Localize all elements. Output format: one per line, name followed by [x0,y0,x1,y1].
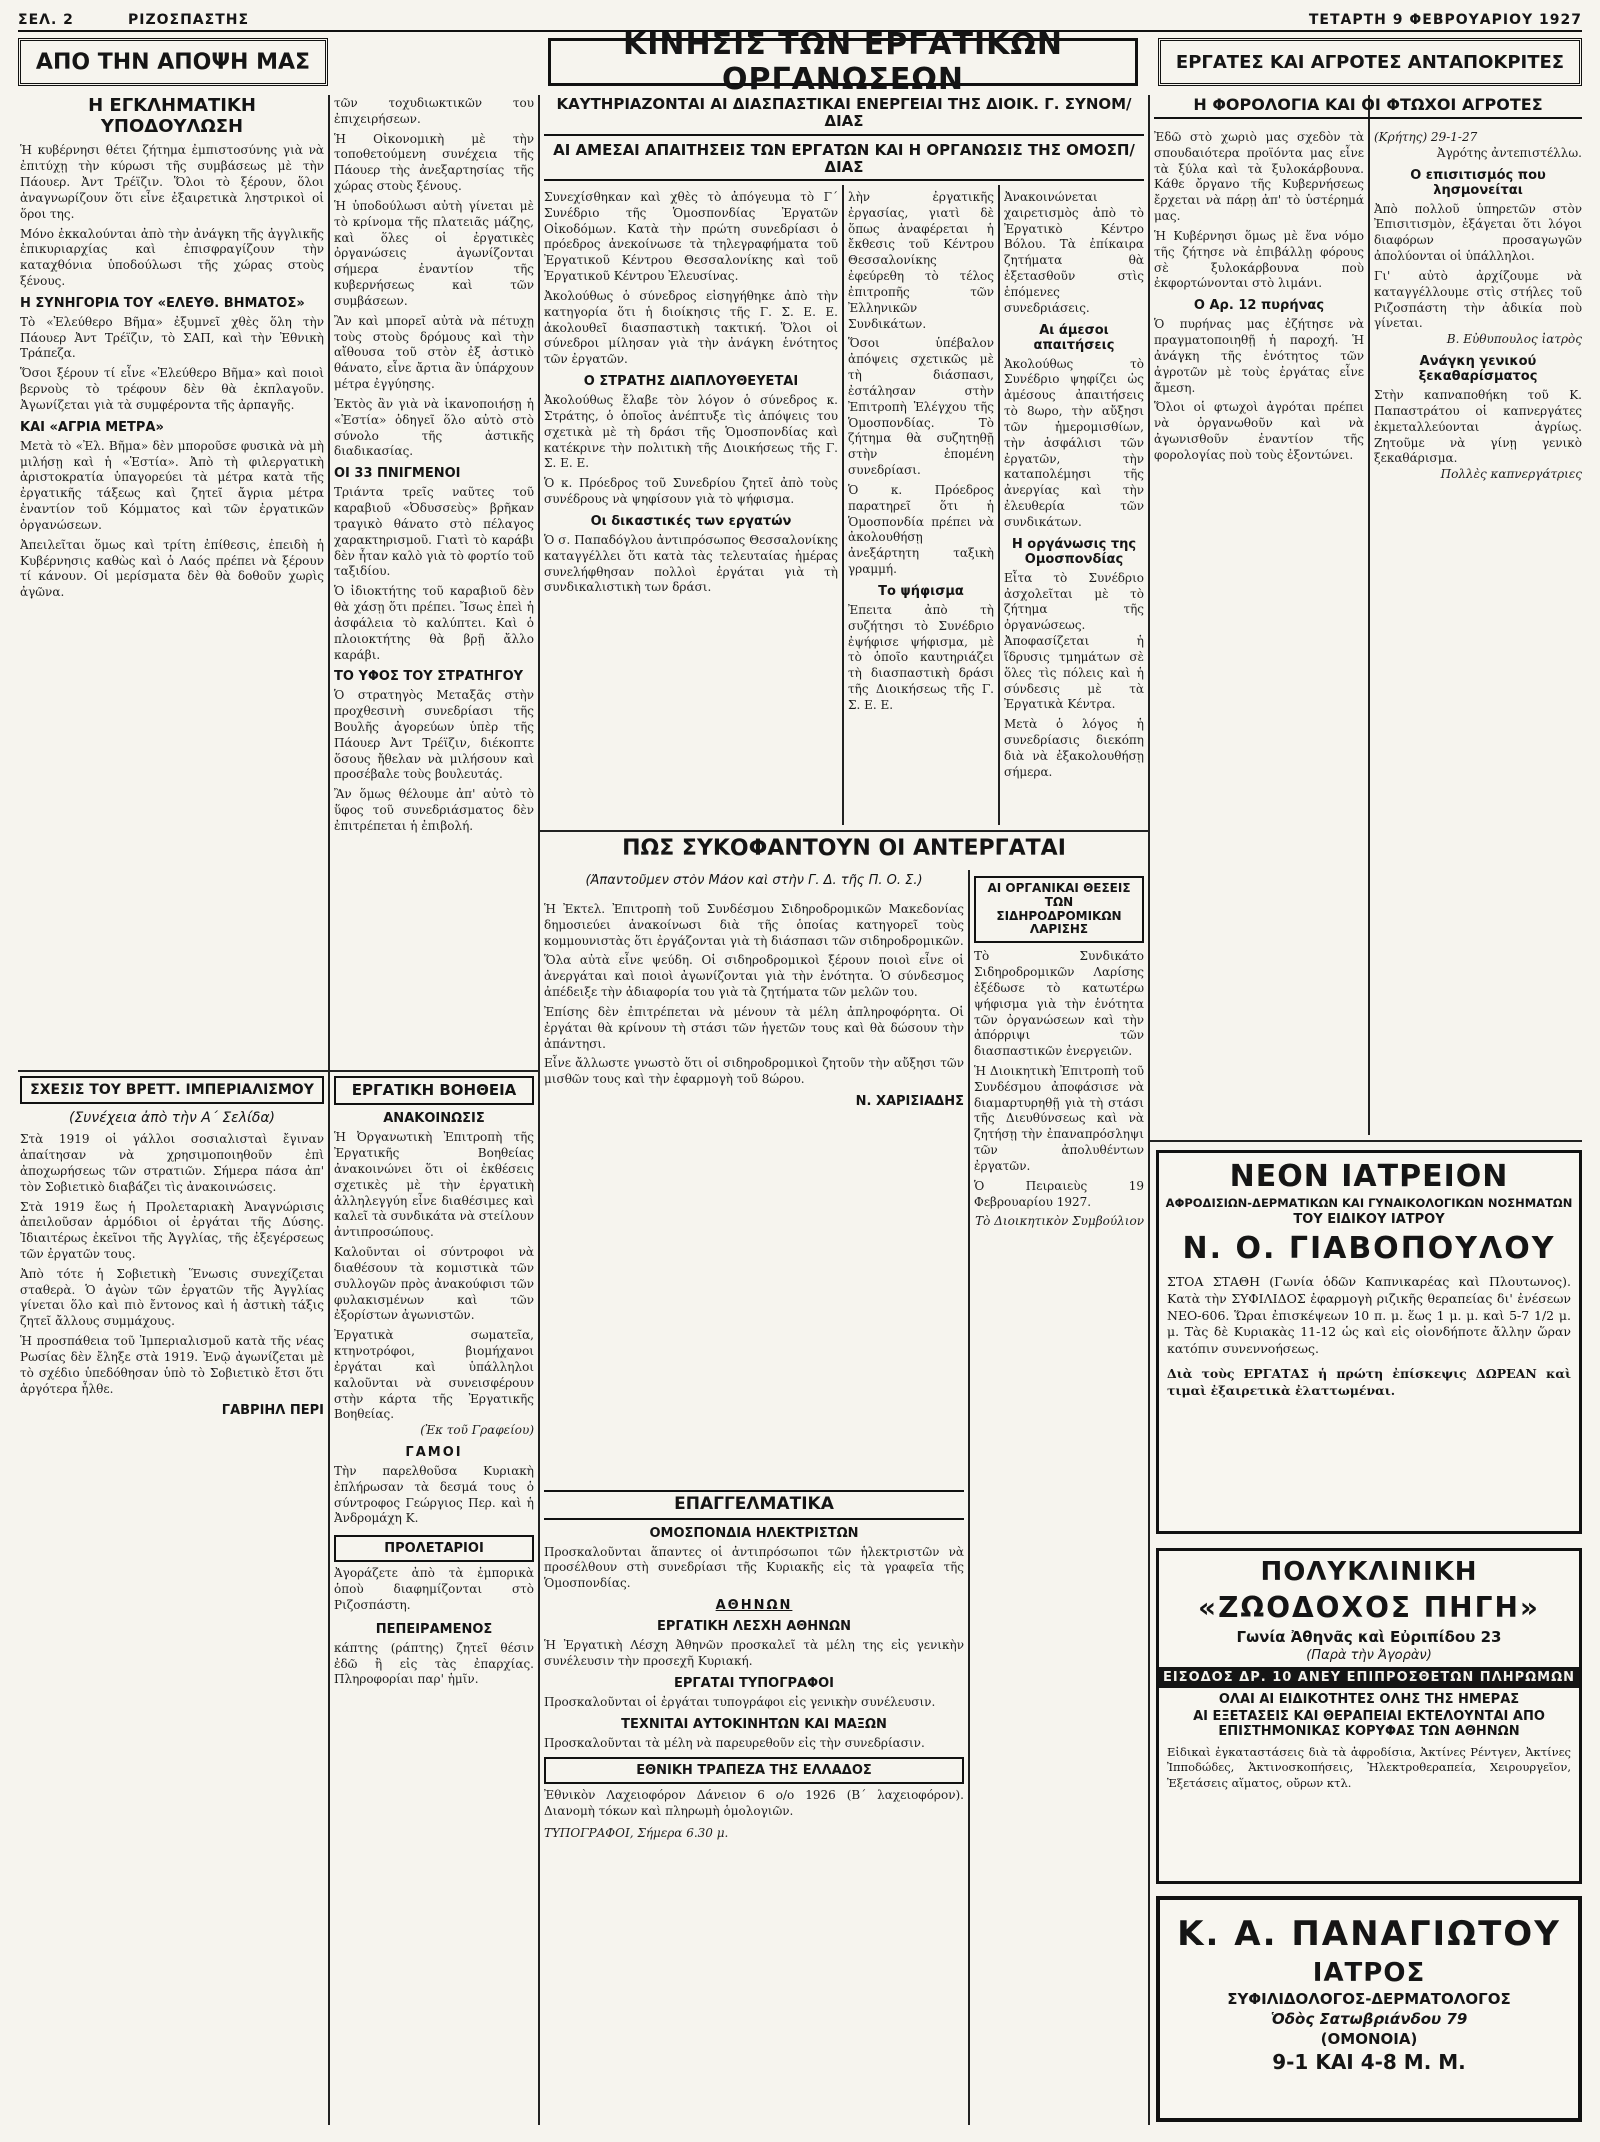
column-rule [538,95,540,2125]
article-paragraph: Τὸ «Ἐλεύθερο Βῆμα» ἐξυμνεῖ χθὲς ὅλη τὴν Πάουερ Ἀντ Τρέϊζιν, τὸ ΣΑΠ, καὶ τὴν Ἐθνικὴ Τράπεζα. [20,314,324,361]
column-rule [328,95,330,2125]
column-rule [842,185,844,825]
article-subheading: ΑΘΗΝΩΝ [715,1598,793,1614]
article-paragraph: Εἶτα τὸ Συνέδριο ἀσχολεῖται μὲ τὸ ζήτημα τῆς ὀργανώσεως. Ἀποφασίζεται ἡ ἵδρυσις τμημάτων σὲ ὅλες τὶς πόλεις καὶ ἡ σύνδεσις μὲ τὰ Ἐργατικὰ Κέντρα. [1004,570,1144,712]
article-paragraph: τῶν τοχυδιωκτικῶν του ἐπιχειρήσεων. [334,96,534,126]
article-paragraph: Μετὰ τὸ «Ἐλ. Βῆμα» δὲν μποροῦσε φυσικὰ νὰ μὴ μιλήσῃ καὶ ἡ «Ἑστία». Ἀπὸ τὴ φιλεργατικὴ ἀριστοκρατία ὑπαγορεύει τὰ μέτρα κατὰ τῆς ἐργατικῆς τάξεως καὶ ζητεῖ ἄγρια μέτρα ἐναντίον τοῦ Κόμματος καὶ τῶν ἐργατικῶν ὀργανώσεων. [20,438,324,532]
headline-line-1: ΚΑΥΤΗΡΙΑΖΟΝΤΑΙ ΑΙ ΔΙΑΣΠΑΣΤΙΚΑΙ ΕΝΕΡΓΕΙΑΙ ΤΗΣ ΔΙΟΙΚ. Γ. ΣΥΝΟΜ/ΔΙΑΣ [544,96,1144,136]
article-paragraph: Ἀπειλεῖται ὅμως καὶ τρίτη ἐπίθεσις, ἐπειδὴ ἡ Κυβέρνησις καθὼς καὶ ὁ Λαός πρέπει νὰ ξέρουν τί κάνουν. Οἱ μερίσματα δὲν θὰ δοθοῦν χωρὶς ἀγῶνα. [20,537,324,600]
ad-line: ΑΦΡΟΔΙΣΙΩΝ-ΔΕΡΜΑΤΙΚΩΝ ΚΑΙ ΓΥΝΑΙΚΟΛΟΓΙΚΩΝ ΝΟΣΗΜΑΤΩΝ [1165,1196,1573,1210]
article-subheading: Αι άμεσοι απαιτήσεις [1033,322,1115,353]
article-subheading: ΠΡΟΛΕΤΑΡΙΟΙ [334,1535,534,1562]
article-subheading: Το ψήφισμα [878,583,964,599]
article-paragraph: Προσκαλοῦνται ἅπαντες οἱ ἀντιπρόσωποι τῶν ἡλεκτριστῶν νὰ προσέλθουν στὴ συνεδρίασι τῆς Κυριακῆς εἰς τὰ γραφεῖα τῆς Ὁμοσπονδίας. [544,1544,964,1591]
article-subheading: ΤΟ ΥΦΟΣ ΤΟΥ ΣΤΡΑΤΗΓΟΥ [334,669,524,685]
slander-headline [544,836,1144,876]
article-paragraph: Προσκαλοῦνται οἱ ἐργάται τυπογράφοι εἰς γενικὴν συνέλευσιν. [544,1694,936,1709]
article-paragraph: Ὁ στρατηγὸς Μεταξᾶς στὴν προχθεσινὴ συνεδρίασι τῆς Βουλῆς ἀγορεύων ὑπὲρ τῆς Πάουερ Ἀντ Τρέϊζιν, διέκοπτε ὅσους ἤθελαν νὰ μιλήσουν καὶ προσέβαλε τοὺς βουλευτάς. [334,688,534,782]
paper-name: ΡΙΖΟΣΠΑΣΤΗΣ [128,12,250,28]
article-paragraph: Ἡ Διοικητικὴ Ἐπιτροπὴ τοῦ Συνδέσμου ἀποφάσισε νὰ διαμαρτυρηθῇ γιὰ τὴ στάσι τῆς Διευθύνσεως καὶ νὰ ζητήσῃ τὴν ἐπαναπρόσληψι τῶν ἀπολυθέντων ἐργατῶν. [974,1063,1144,1173]
article-paragraph: Ὁ κ. Πρόεδρος παρατηρεῖ ὅτι ἡ Ὁμοσπονδία πρέπει νὰ ἀκολουθήσῃ ἀνεξάρτητη ταξικὴ γραμμή. [848,482,994,577]
headline-line-2: ΑΙ ΑΜΕΣΑΙ ΑΠΑΙΤΗΣΕΙΣ ΤΩΝ ΕΡΓΑΤΩΝ ΚΑΙ Η ΟΡΓΑΝΩΣΙΣ ΤΗΣ ΟΜΟΣΠ/ΔΙΑΣ [544,142,1144,182]
editorial-column [20,96,324,1066]
article-title: ΑΙ ΟΡΓΑΝΙΚΑΙ ΘΕΣΕΙΣ ΤΩΝ ΣΙΔΗΡΟΔΡΟΜΙΚΩΝ ΛΑΡΙΣΗΣ [974,876,1144,943]
article-subheading: ΕΡΓΑΤΙΚΗ ΛΕΣΧΗ ΑΘΗΝΩΝ [657,1619,851,1635]
article-paragraph: Ἀπὸ τότε ἡ Σοβιετικὴ Ἕνωσις συνεχίζεται σταθερὰ. Ὁ ἀγὼν τῶν ἐργατῶν τῆς Ἀγγλίας γίνεται ὅλο καὶ πιὸ ἔντονος καὶ ἡ ἀστικὴ τάξις ζητεῖ ἄλλους συμμάχους. [20,1266,324,1329]
section-rule [330,1070,538,1072]
article-paragraph: Ἂν ὅμως θέλουμε ἀπ' αὐτὸ τὸ ὕφος τοῦ συνεδριάσματος δὲν ἐπιτρέπεται ἡ ἐπιβολή. [334,787,534,833]
ad-text: Διὰ τοὺς ΕΡΓΑΤΑΣ ἡ πρώτη ἐπίσκεψις ΔΩΡΕΑΝ καὶ τιμαὶ ἐξαιρετικὰ ἐλαττωμέναι. [1167,1365,1571,1398]
article-paragraph: Ἀγοράζετε ἀπὸ τὰ ἐμπορικὰ ὁποὺ διαφημίζονται στὸ Ριζοσπάστη. [334,1566,534,1612]
article-paragraph: Ἡ Ὀργανωτικὴ Ἐπιτροπὴ τῆς Ἐργατικῆς Βοηθείας ἀνακοινώνει ὅτι οἱ ἐκθέσεις σχετικὲς μὲ τὴν ἐργατικὴ ἀλληλεγγύη εἶνε διαθέσιμες καὶ καλεῖ τὰ συνδικάτα νὰ στείλουν ἀντιπροσώπους. [334,1130,534,1240]
polyclinic-advertisement [1156,1548,1582,1884]
article-paragraph: Ἀκολούθως ὁ σύνεδρος εἰσηγήθηκε ἀπὸ τὴν κατηγορία ὅτι ἡ διοίκησις τῆς Γ. Σ. Ε. Ε. ἀκολουθεῖ διασπαστικὴ τακτική. Ὅλοι οἱ σύνεδροι μίλησαν γιὰ τὴν ἀνάγκη ἑνότητος τῶν ἐργατῶν. [544,288,838,367]
article-signature: Ν. ΧΑΡΙΣΙΑΔΗΣ [855,1094,964,1110]
issue-date: ΤΕΤΑΡΤΗ 9 ΦΕΒΡΟΥΑΡΙΟΥ 1927 [1308,12,1582,28]
article-paragraph: κάπτης (ράπτης) ζητεῖ θέσιν ἐδῶ ἢ εἰς τὰς ἐπαρχίας. Πληροφορίαι παρ' ἡμῖν. [334,1640,534,1687]
article-subtitle: ΑΝΑΚΟΙΝΩΣΙΣ [383,1111,485,1127]
page-label: ΣΕΛ. 2 [18,12,74,28]
article-subtitle: (Ἀπαντοῦμεν στὸν Μάον καὶ στὴν Γ. Δ. τῆς Π. Ο. Σ.) [585,874,923,888]
ad-doctor-name: Κ. Α. ΠΑΝΑΓΙΩΤΟΥ [1177,1914,1561,1954]
article-title: ΕΠΑΓΓΕΛΜΑΤΙΚΑ [544,1490,964,1520]
article-paragraph: Ἐπειτα ἀπὸ τὴ συζήτησι τὸ Συνέδριο ἐψήφισε ψήφισμα, μὲ τὸ ὁποῖο καυτηριάζει τὴ διασπαστικὴ δράσι τῆς Διοικήσεως τῆς Γ. Σ. Ε. Ε. [848,602,994,712]
ad-line: ΟΛΑΙ ΑΙ ΕΙΔΙΚΟΤΗΤΕΣ ΟΛΗΣ ΤΗΣ ΗΜΕΡΑΣ [1218,1692,1520,1707]
article-subheading: ΠΕΠΕΙΡΑΜΕΝΟΣ [375,1621,493,1637]
congress-headline [544,96,1144,184]
article-paragraph: Ἡ κυβέρνησι θέτει ζήτημα ἐμπιστοσύνης γιὰ νὰ ἐπιτύχῃ τὴν κύρωσι τῆς συμβάσεως μὲ τὴν Πάουερ. Ἀντ Τρέϊζιν. Ὅλοι τὸ ξέρουν, ὅλοι ἀναγνωρίζουν ὅτι εἶνε ἐξαιρετικὰ ληστρικοὶ οἱ ὅροι της. [20,143,324,221]
article-paragraph: λὴν ἐργατικῆς ἐργασίας, γιατὶ δὲ ὅπως ἀναφέρεται ἡ ἔκθεσις τοῦ Κέντρου Θεσσαλονίκης ἐφεύρεθη τὸ τέλος ἐπιτροπῆς τῶν Ἐλληνικῶν Συνδικάτων. [848,190,994,331]
article-signature: Β. Εὐθυπουλος ἰατρὸς [1446,332,1582,347]
article-title: Η ΦΟΡΟΛΟΓΙΑ ΚΑΙ ΟΙ ΦΤΩΧΟΙ ΑΓΡΟΤΕΣ [1154,96,1582,119]
article-subheading: ΕΡΓΑΤΑΙ ΤΥΠΟΓΡΑΦΟΙ [673,1675,835,1691]
imperialism-column [20,1076,324,2126]
article-subheading: Η ΣΥΝΗΓΟΡΙΑ ΤΟΥ «ΕΛΕΥΘ. ΒΗΜΑΤΟΣ» [20,295,305,311]
congress-column-1 [544,190,838,826]
article-signature: ΓΑΒΡΙΗΛ ΠΕΡΙ [221,1403,324,1419]
article-paragraph: Στὴν καπναποθήκη τοῦ Κ. Παπαστράτου οἱ καπνεργάτες ἐκμεταλλεύονται ἀγρίως. Ζητοῦμε νὰ γίνῃ γενικὸ ξεκαθάρισμα. [1374,388,1582,466]
article-paragraph: Μετὰ ὁ λόγος ἡ συνεδρίασις διεκόπη διὰ νὰ ἐξακολουθήσῃ σήμερα. [1004,717,1144,779]
article-paragraph: Ὁ σ. Παπαδόγλου ἀντιπρόσωπος Θεσσαλονίκης καταγγέλλει ὅτι κατὰ τὰς τελευταίας ἡμέρας συνελήφθησαν πολλοὶ ἐργάται γιὰ τὴ συνδικαλιστικὴ των δράσι. [544,532,838,595]
ad-line: ΤΟΥ ΕΙΔΙΚΟΥ ΙΑΤΡΟΥ [1293,1212,1445,1227]
ad-line: 9-1 ΚΑΙ 4-8 Μ. Μ. [1272,2050,1466,2074]
ad-line: ΑΙ ΕΞΕΤΑΣΕΙΣ ΚΑΙ ΘΕΡΑΠΕΙΑΙ ΕΚΤΕΛΟΥΝΤΑΙ ΑΠΟ ΕΠΙΣΤΗΜΟΝΙΚΑΣ ΚΟΡΥΦΑΣ ΤΩΝ ΑΘΗΝΩΝ [1193,1709,1545,1739]
ad-title: ΙΑΤΡΟΣ [1312,1958,1426,1988]
ad-line: ΣΥΦΙΛΙΔΟΛΟΓΟΣ-ΔΕΡΜΑΤΟΛΟΓΟΣ [1227,1990,1511,2008]
column-rule [1368,95,1370,1135]
article-paragraph: Γι' αὐτὸ ἀρχίζουμε νὰ καταγγέλλουμε στὶς στήλες τοῦ Ριζοσπάστη τὴν ἀδικία ποὺ γίνεται. [1374,268,1582,331]
article-paragraph: Ἐργατικὰ σωματεῖα, κτηνοτρόφοι, βιομήχανοι ἐργάται καὶ ὑπάλληλοι καλοῦνται νὰ συνεισφέρουν στὴν κάρτα τῆς Ἐργατικῆς Βοηθείας. [334,1328,534,1422]
article-paragraph: Καλοῦνται οἱ σύντροφοι νὰ διαθέσουν τὰ κομιστικὰ τῶν συλλογῶν πρὸς ἀνακούφισι τῶν φυλακισμένων καὶ τῶν ἐξορίστων ἀγωνιστῶν. [334,1245,534,1323]
section-left-heading: ΑΠΟ ΤΗΝ ΑΠΟΨΗ ΜΑΣ [18,38,328,86]
article-paragraph: Ἂν καὶ μπορεῖ αὐτὰ νὰ πέτυχῃ τοὺς στοὺς δρόμους καὶ τὴν αἴθουσα τοῦ στὸν ἐξ ἀστικὸ θάνατο, εἶνε ἄρτια ἂν ὑπάρχουν μέτρα ἐγγύησης. [334,313,534,392]
editorial-column-2 [334,96,534,1066]
congress-column-3 [1004,190,1144,826]
article-paragraph: Τὸ Συνδικάτο Σιδηροδρομικῶν Λαρίσης ἐξέδωσε τὸ κατωτέρω ψήφισμα γιὰ τὴν ἑνότητα τῶν ὀργανώσεων καὶ τὴν ἀπόρριψι τῶν διασπαστικῶν ἐνεργειῶν. [974,949,1144,1059]
article-paragraph: Ἡ Κυβέρνησι ὅμως μὲ ἕνα νόμο τῆς ζήτησε νὰ ἐπιβάλλῃ φόρους σὲ ξυλοκάρβουνα ποὺ ἐκφορτώνονται στὸ λιμάνι. [1154,228,1364,291]
article-paragraph: Ἡ Οἰκονομικὴ μὲ τὴν τοποθετούμενη συνέχεια τῆς Πάουερ τὴς ἀνεξαρτησίας τῆς χώρας στοὺς ξένους. [334,131,534,194]
clinic-advertisement [1156,1150,1582,1534]
congress-column-2 [848,190,994,826]
article-paragraph: Ἀκολούθως ἔλαβε τὸν λόγον ὁ σύνεδρος κ. Στράτης, ὁ ὁποῖος ἀνέπτυξε τὶς ἀπόψεις του σχετικὰ μὲ τὴ δράσι τῆς Ὁμοσπονδίας καὶ κατέκρινε τὴν πολιτικὴ τῆς Διοικήσεως τῆς Γ. Σ. Ε. Ε. [544,393,838,471]
article-paragraph: Ἐπίσης δὲν ἐπιτρέπεται νὰ μένουν τὰ μέλη ἀπληροφόρητα. Οἱ ἐργάται θὰ κρίνουν τὴ στάσι τῶν ἡγετῶν τους καὶ θὰ δώσουν τὴν ἀπάντησι. [544,1004,964,1051]
column-rule [998,185,1000,825]
ad-text: Εἰδικαὶ ἐγκαταστάσεις διὰ τὰ ἀφροδίσια, Ἀκτίνες Ρέντγεν, Ἀκτίνες Ἰπποδώδες, Ἀκτινοσκοπήσεις, Ἠλεκτροθεραπεία, Χειρουργεῖον, Ἐξετάσεις αἵματος, οὔρων κτλ. [1167,1745,1571,1790]
article-paragraph: Εἶνε ἄλλωστε γνωστὸ ὅτι οἱ σιδηροδρομικοὶ ζητοῦν τὴν αὔξησι τῶν μισθῶν τους καὶ τὴν ἐφαρμογὴ τοῦ 8ώρου. [544,1056,964,1087]
article-subheading: ΚΑΙ «ΑΓΡΙΑ ΜΕΤΡΑ» [20,419,164,435]
column-rule [968,870,970,2125]
article-subheading: Ο Αρ. 12 πυρήνας [1193,298,1325,314]
article-paragraph: Ἡ ὑποδούλωσι αὐτὴ γίνεται μὲ τὸ κρίνομα τῆς πλατειᾶς μάζης, καὶ ὅλες οἱ ἐργατικὲς ὀργανώσεις ἀγωνίζονται σήμερα ἐναντίον τῆς κυβερνήσεως καὶ τῶν συμβάσεων. [334,198,534,308]
article-paragraph: Ἀνακοινώνεται χαιρετισμὸς ἀπὸ τὸ Ἐργατικὸ Κέντρο Βόλου. Τὰ ἐπίκαιρα ζητήματα θὰ ἐξετασθοῦν στὶς ἑπόμενες συνεδριάσεις. [1004,190,1144,315]
section-rule [540,830,1148,832]
article-paragraph: Ὁ ἰδιοκτήτης τοῦ καραβιοῦ δὲν θὰ χάσῃ ὅτι πρέπει. Ἴσως ἐπεὶ ἡ ἀσφάλεια τὸ καλύπτει. Καὶ ὁ πλοιοκτήτης θὰ βρῇ ἄλλο καράβι. [334,584,534,662]
article-paragraph: ΤΥΠΟΓΡΑΦΟΙ, Σήμερα 6.30 μ. [544,1826,729,1840]
section-center-heading: ΚΙΝΗΣΙΣ ΤΩΝ ΕΡΓΑΤΙΚΩΝ ΟΡΓΑΝΩΣΕΩΝ [548,38,1138,86]
ad-clinic-name: «ΖΩΟΔΟΧΟΣ ΠΗΓΗ» [1198,1591,1540,1624]
article-subheading: Ανάγκη γενικού ξεκαθαρίσματος [1418,354,1538,385]
article-subheading: Οι δικαστικές των εργατών [590,513,792,529]
article-paragraph: Ὅλα αὐτὰ εἶνε ψεύδη. Οἱ σιδηροδρομικοὶ ξέρουν ποιοὶ εἶνε οἱ ἀνεργάται καὶ ποιοὶ ἀγωνίζονται γιὰ τὴν ἑνότητα. Ὁ σύνδεσμος ἀπέδειξε τὴν ἀδιαφορία του γιὰ τὰ ζητήματα τῶν μελῶν του. [544,953,964,1000]
article-signature: (Ἐκ τοῦ Γραφείου) [420,1423,534,1438]
article-signature: Πολλὲς καπνεργάτριες [1440,467,1582,482]
article-paragraph: Ἡ Ἐκτελ. Ἐπιτροπὴ τοῦ Συνδέσμου Σιδηροδρομικῶν Μακεδονίας δημοσιεύει ἀνακοίνωσι διὰ τῆς ὁποίας κατηγορεῖ τοὺς κομμουνιστὰς ὅτι ἐργάζονται γιὰ τὴ διάσπασι τῶν σιδηροδρομικῶν. [544,902,964,948]
section-right-heading: ΕΡΓΑΤΕΣ ΚΑΙ ΑΓΡΟΤΕΣ ΑΝΤΑΠΟΚΡΙΤΕΣ [1158,38,1582,86]
article-subheading: ΓΑΜΟΙ [405,1444,463,1460]
article-title: ΠΩΣ ΣΥΚΟΦΑΝΤΟΥΝ ΟΙ ΑΝΤΕΡΓΑΤΑΙ [622,836,1066,861]
article-paragraph: Ὅσοι ξέρουν τί εἶνε «Ἐλεύθερο Βῆμα» καὶ ποιοὶ βερνοὺς τὸ τρέφουν δὲν θὰ ἐκπλαγοῦν. Ἀγωνίζεται γιὰ τὰ συμφέροντα τῆς ἀρπαγῆς. [20,366,324,412]
ad-text: ΣΤΟΑ ΣΤΑΘΗ (Γωνία ὁδῶν Καπνικαρέας καὶ Πλουτωνος). Κατὰ τὴν ΣΥΦΙΛΙΔΟΣ ἐφαρμογὴ ριζικῆς θεραπείας δι' ἐνέσεων ΝΕΟ-606. Ὥραι ἐπισκέψεων 10 π. μ. ἕως 1 μ. μ. καὶ 5-7 1/2 μ. μ. Τὰς δὲ Κυριακὰς 11-12 ὡς καὶ εἰς οἰονδήποτε ἄλλην ὥραν κατόπιν συνεννοήσεως. [1167,1274,1571,1356]
article-paragraph: Τὴν παρελθοῦσα Κυριακὴ ἐπλήρωσαν τὰ δεσμά τους ὁ σύντροφος Γεώργιος Περ. καὶ ἡ Ἀνδρομάχη Κ. [334,1463,534,1526]
article-paragraph: Ὁ πυρήνας μας ἐζήτησε νὰ πραγματοποιηθῇ ἡ παροχή. Ἡ ἀνάγκη τῆς ἑνότητος τῶν ἀγροτῶν μὲ τοὺς ἐργάτας εἶνε ἄμεση. [1154,317,1364,395]
ad-line: (Παρὰ τὴν Ἀγορὰν) [1306,1648,1432,1663]
ad-title: ΝΕΟΝ ΙΑΤΡΕΙΟΝ [1229,1159,1509,1194]
ad-title: ΠΟΛΥΚΛΙΝΙΚΗ [1260,1557,1478,1587]
doctor-advertisement [1156,1896,1582,2122]
article-paragraph: Ἐκτὸς ἂν γιὰ νὰ ἱκανοποιήσῃ ἡ «Ἑστία» ὁδηγεῖ ὅλο αὐτὸ στὸ σύνολο τῆς ἀστικῆς διαδικασίας. [334,396,534,459]
ad-line: Γωνία Ἀθηνᾶς καὶ Εὐριπίδου 23 [1236,1628,1502,1646]
slander-subtitle-wrap [544,874,964,898]
article-paragraph: Ἀπὸ πολλοῦ ὑπηρετῶν στὸν Ἐπισιτισμὸν, ἐξάγεται ὅτι λόγοι διαφόρων προσαγωγῶν ἀπολύονται οἱ ὑπάλληλοι. [1374,201,1582,264]
ad-line: Ὁδὸς Σατωβριάνδου 79 [1270,2010,1468,2028]
column-rule [1148,95,1150,2125]
article-subtitle: (Συνέχεια ἀπὸ τὴν Α΄ Σελίδα) [68,1110,276,1127]
article-subheading: ΟΜΟΣΠΟΝΔΙΑ ΗΛΕΚΤΡΙΣΤΩΝ [649,1525,859,1541]
article-paragraph: Ὁ Πειραιεὺς 19 Φεβρουαρίου 1927. [974,1178,1144,1209]
article-paragraph: Ἀκολούθως τὸ Συνέδριο ψηφίζει ὡς ἀμέσους ἀπαιτήσεις τὸ 8ωρο, τὴν αὔξησι τῶν ἡμερομισθίων, τὴν ἀσφάλισι τῶν ἐργατῶν, τὴν καταπολέμησι τῆς ἀνεργίας καὶ τὴν ἐλευθερία τῶν συνδικάτων. [1004,356,1144,529]
professional-column [544,1490,964,2126]
article-paragraph: Στὰ 1919 οἱ γάλλοι σοσιαλισταὶ ἔγιναν ἀπαίτησαν νὰ χρησιμοποιηθοῦν ἐπὶ ἀποχωρήσεως τῶν στρατιῶν. Σήμερα πάσα ἀπ' τὸν Σοβιετικὸ διαβάζει τὶς ἀνακοινώσεις. [20,1132,324,1194]
article-paragraph: Μόνο ἐκκαλούνται ἀπὸ τὴν ἀνάγκη τῆς ἀγγλικῆς ἐπικυριαρχίας καὶ ἐπισφραγίζουν τὴν καταχθόνια ὑποδούλωσι τῆς χώρας στοὺς ξένους. [20,226,324,288]
section-rule [18,1070,328,1072]
article-subheading: ΕΘΝΙΚΗ ΤΡΑΠΕΖΑ ΤΗΣ ΕΛΛΑΔΟΣ [544,1757,964,1784]
taxation-column-2 [1374,130,1582,1136]
section-rule [1150,1140,1582,1142]
taxation-headline [1154,96,1582,126]
ad-doctor-name: Ν. Ο. ΓΙΑΒΟΠΟΥΛΟΥ [1182,1231,1556,1266]
slander-column [544,902,964,1482]
article-paragraph: Ἡ προσπάθεια τοῦ Ἰμπεριαλισμοῦ κατὰ τῆς νέας Ρωσίας δὲν ἔληξε στὰ 1919. Ἐνῷ ἀγωνίζεται μὲ τὸ σχέδιο ὑπεδόθησαν ὑπὸ τὸ Σοβιετικὸ ἔτσι ὅτι ἀργότερα ἦλθε. [20,1334,324,1396]
ad-price-banner: ΕΙΣΟΔΟΣ ΔΡ. 10 ΑΝΕΥ ΕΠΙΠΡΟΣΘΕΤΩΝ ΠΛΗΡΩΜΩΝ [1159,1667,1579,1688]
article-title: ΣΧΕΣΙΣ ΤΟΥ ΒΡΕΤΤ. ΙΜΠΕΡΙΑΛΙΣΜΟΥ [20,1076,324,1104]
article-paragraph: Προσκαλοῦνται τὰ μέλη νὰ παρευρεθοῦν εἰς τὴν συνεδρίασιν. [544,1735,925,1750]
article-paragraph: Συνεχίσθηκαν καὶ χθὲς τὸ ἀπόγευμα τὸ Γ΄ Συνέδριο τῆς Ὁμοσπονδίας Ἐργατῶν Οἰκοδόμων. Κατὰ τὴν πρώτη συνεδρίασι ὁ πρόεδρος ἀνεκοίνωσε τὰ τηλεγραφήματα τοῦ Ἐργατικοῦ Κέντρου Θεσσαλονίκης καὶ τοῦ Ἐργατικοῦ Κέντρου Ἐλευσίνας. [544,190,838,284]
taxation-column-1 [1154,130,1364,1136]
article-paragraph: Ἀγρότης ἀντεπιστέλλω. [1436,145,1582,160]
article-subheading: Ο επισιτισμός που λησμονείται [1410,167,1546,198]
article-paragraph: Ἐθνικὸν Λαχειοφόρον Δάνειον 6 ο/ο 1926 (Β΄ λαχειοφόρον). Διανομὴ τόκων καὶ πληρωμὴ ὁμολογιῶν. [544,1788,964,1819]
article-paragraph: Ὅσοι ὑπέβαλον ἀπόψεις σχετικῶς μὲ τὴ διάσπασι, ἐστάλησαν στὴν Ἐπιτροπὴ Ἑλέγχου τῆς Ὁμοσπονδίας. Τὸ ζήτημα θὰ συζητηθῇ στὴν ἑπομένη συνεδρίασι. [848,336,994,478]
article-subheading: ΤΕΧΝΙΤΑΙ ΑΥΤΟΚΙΝΗΤΩΝ ΚΑΙ ΜΑΞΩΝ [621,1716,887,1732]
article-signature: (Κρήτης) 29-1-27 [1374,130,1478,144]
article-paragraph: Στὰ 1919 ἕως ἡ Προλεταριακὴ Ἀναγνώρισις ἀπειλοῦσαν ἁρμόδιοι οἱ ἐργάται τῆς Δύσης. Ἰδιαιτέρως ἐκεῖνοι τῆς Ἀγγλίας, τῆς ἐξεγέρσεως τῶν ἐργατῶν τους. [20,1199,324,1261]
article-paragraph: Ἡ Ἐργατικὴ Λέσχη Ἀθηνῶν προσκαλεῖ τὰ μέλη της εἰς γενικὴν συνέλευσιν τὴν προσεχῆ Κυριακή. [544,1638,964,1668]
ad-line: (ΟΜΟΝΟΙΑ) [1320,2030,1418,2048]
article-paragraph: Ὁ κ. Πρόεδρος τοῦ Συνεδρίου ζητεῖ ἀπὸ τοὺς συνέδρους νὰ ψηφίσουν γιὰ τὸ ψήφισμα. [544,476,838,507]
article-title: Η ΕΓΚΛΗΜΑΤΙΚΗ ΥΠΟΔΟΥΛΩΣΗ [88,96,256,137]
article-paragraph: Ὅλοι οἱ φτωχοὶ ἀγρόται πρέπει νὰ ὀργανωθοῦν καὶ νὰ ἀγωνισθοῦν ἐναντίον τῆς φορολογίας ποὺ τοὺς ἐξοντώνει. [1154,400,1364,462]
article-title: ΕΡΓΑΤΙΚΗ ΒΟΗΘΕΙΑ [334,1076,534,1105]
railway-column [974,876,1144,2126]
article-signature: Τὸ Διοικητικὸν Συμβούλιον [975,1214,1144,1229]
article-subheading: ΟΙ 33 ΠΝΙΓΜΕΝΟΙ [334,466,461,482]
article-paragraph: Ἐδῶ στὸ χωριὸ μας σχεδὸν τὰ σπουδαιότερα προϊόντα μας εἶνε τὰ ξύλα καὶ τὰ ξυλοκάρβουνα. Κάθε ὄργανο τῆς Κυβερνήσεως ἔρχεται νὰ πάρῃ ἀπ' τὸ ὑστέρημά μας. [1154,130,1364,224]
article-paragraph: Τριάντα τρεῖς ναῦτες τοῦ καραβιοῦ «Ὀδυσσεὺς» βρῆκαν τραγικὸ θάνατο στὸ πέλαγος χαρακτηρισμοῦ. Γιατὶ τὸ καράβι δὲν ἦταν καλὸ γιὰ τὸ φορτίο τοῦ ταξιδίου. [334,485,534,579]
workers-aid-column [334,1076,534,2126]
article-subheading: Ο ΣΤΡΑΤΗΣ ΔΙΑΠΛΟΥΘΕΥΕΤΑΙ [583,374,799,390]
article-subheading: Η οργάνωσις της Ομοσπονδίας [1011,536,1137,567]
